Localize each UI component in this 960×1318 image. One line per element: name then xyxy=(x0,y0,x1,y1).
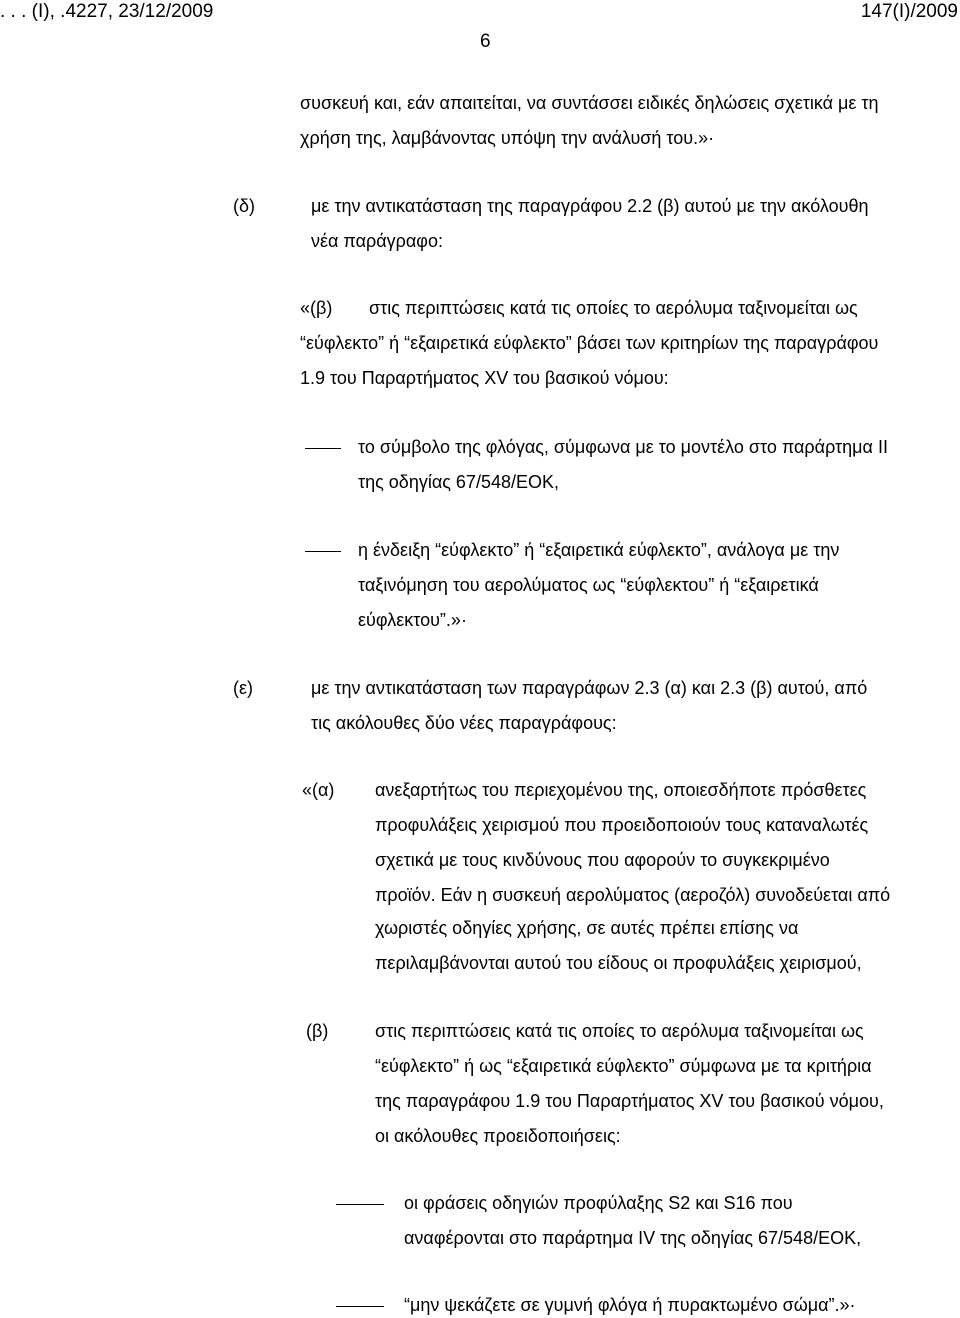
bullet-line: το σύμβολο της φλόγας, σύμφωνα με το μοντέλο στο παράρτημα II xyxy=(358,437,888,457)
paragraph-line: περιλαμβάνονται αυτού του είδους οι προφυλάξεις χειρισμού, xyxy=(375,953,862,973)
paragraph-line: 1.9 του Παραρτήματος XV του βασικού νόμου: xyxy=(300,368,669,388)
header-left: . . . (Ι), .4227, 23/12/2009 xyxy=(0,1,214,22)
paragraph-line: στις περιπτώσεις κατά τις οποίες το αερόλυμα ταξινομείται ως xyxy=(369,298,858,318)
bullet-line: η ένδειξη “εύφλεκτο” ή “εξαιρετικά εύφλεκτο”, ανάλογα με την xyxy=(358,540,840,560)
paragraph-line: “εύφλεκτο” ή ως “εξαιρετικά εύφλεκτο” σύμφωνα με τα κριτήρια xyxy=(375,1056,872,1076)
bullet-line: “μην ψεκάζετε σε γυμνή φλόγα ή πυρακτωμένο σώμα”.»· xyxy=(404,1295,856,1315)
item-label-e: (ε) xyxy=(233,678,254,698)
paragraph-line: στις περιπτώσεις κατά τις οποίες το αερόλυμα ταξινομείται ως xyxy=(375,1021,864,1041)
bullet-line: αναφέρονται στο παράρτημα IV της οδηγίας 67/548/ΕΟΚ, xyxy=(404,1228,862,1248)
bullet-line: εύφλεκτου”.»· xyxy=(358,610,467,630)
item-label-b: «(β) xyxy=(300,298,333,318)
dash-bullet xyxy=(336,1204,384,1205)
dash-bullet xyxy=(336,1306,384,1307)
paragraph-line: προϊόν. Εάν η συσκευή αερολύματος (αεροζόλ) συνοδεύεται από xyxy=(375,885,891,905)
header-right: 147(Ι)/2009 xyxy=(860,1,958,22)
item-label-d: (δ) xyxy=(233,196,256,216)
item-label-b2: (β) xyxy=(306,1021,329,1041)
item-label-a: «(α) xyxy=(302,780,335,800)
page-number: 6 xyxy=(480,31,491,52)
paragraph-line: χρήση της, λαμβάνοντας υπόψη την ανάλυσή του.»· xyxy=(300,128,715,148)
paragraph-line: χωριστές οδηγίες χρήσης, σε αυτές πρέπει επίσης να xyxy=(375,918,799,938)
paragraph-line: νέα παράγραφο: xyxy=(311,231,443,251)
dash-bullet xyxy=(305,551,341,552)
bullet-line: της οδηγίας 67/548/ΕΟΚ, xyxy=(358,472,559,492)
paragraph-line: με την αντικατάσταση των παραγράφων 2.3 (α) και 2.3 (β) αυτού, από xyxy=(311,678,868,698)
paragraph-line: της παραγράφου 1.9 του Παραρτήματος XV του βασικού νόμου, xyxy=(375,1091,884,1111)
paragraph-line: τις ακόλουθες δύο νέες παραγράφους: xyxy=(311,713,617,733)
bullet-line: οι φράσεις οδηγιών προφύλαξης S2 και S16 που xyxy=(404,1193,793,1213)
paragraph-line: “εύφλεκτο” ή “εξαιρετικά εύφλεκτο” βάσει των κριτηρίων της παραγράφου xyxy=(300,333,879,353)
bullet-line: ταξινόμηση του αερολύματος ως “εύφλεκτου” ή “εξαιρετικά xyxy=(358,575,819,595)
paragraph-line: σχετικά με τους κινδύνους που αφορούν το συγκεκριμένο xyxy=(375,850,830,870)
paragraph-line: προφυλάξεις χειρισμού που προειδοποιούν τους καταναλωτές xyxy=(375,815,869,835)
paragraph-line: με την αντικατάσταση της παραγράφου 2.2 (β) αυτού με την ακόλουθη xyxy=(311,196,869,216)
paragraph-line: ανεξαρτήτως του περιεχομένου της, οποιεσδήποτε πρόσθετες xyxy=(375,780,867,800)
paragraph-line: συσκευή και, εάν απαιτείται, να συντάσσει ειδικές δηλώσεις σχετικά με τη xyxy=(300,93,879,113)
dash-bullet xyxy=(305,448,341,449)
paragraph-line: οι ακόλουθες προειδοποιήσεις: xyxy=(375,1126,621,1146)
